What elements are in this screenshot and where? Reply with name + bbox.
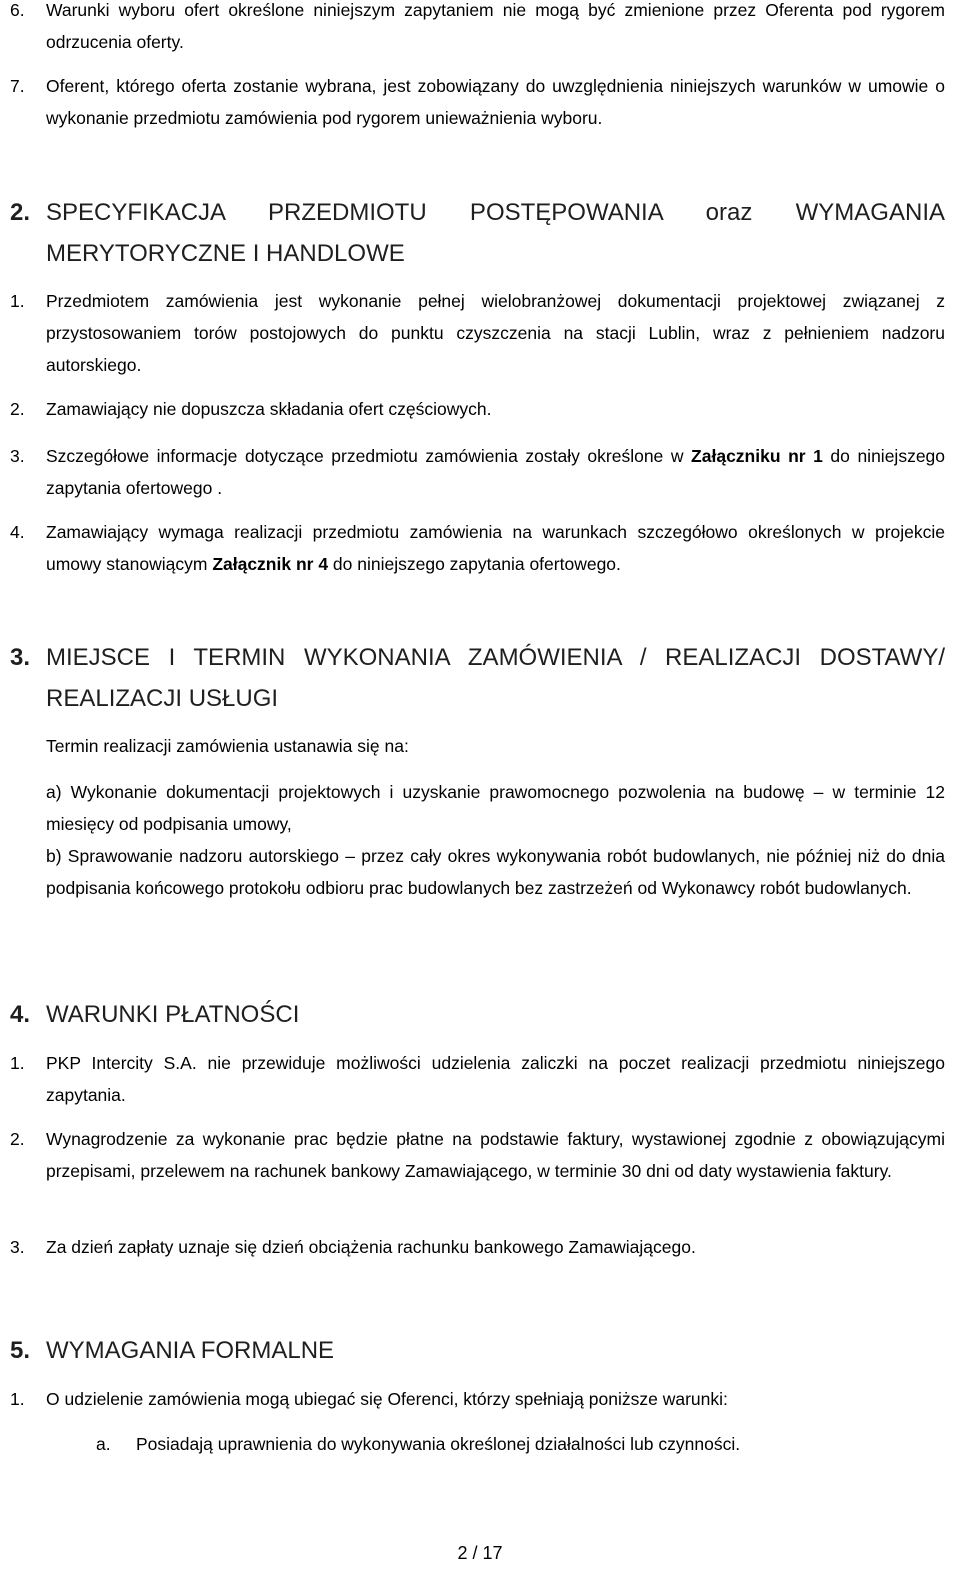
item-text: O udzielenie zamówienia mogą ubiegać się Oferenci, którzy spełniają poniższe warunki: xyxy=(46,1389,728,1409)
item-number: a. xyxy=(96,1434,111,1454)
attachment-reference: Załącznik nr 4 xyxy=(212,554,329,574)
item-text: Za dzień zapłaty uznaje się dzień obciążenia rachunku bankowego Zamawiającego. xyxy=(46,1237,696,1257)
section-number: 4. xyxy=(10,1001,31,1028)
item-number: 3. xyxy=(10,1237,25,1257)
item-text: Warunki wyboru ofert określone niniejszym zapytaniem nie mogą być zmienione przez Oferenta pod rygorem odrzucenia oferty. xyxy=(46,0,945,52)
item-number: 1. xyxy=(10,1053,25,1073)
paragraph: b) Sprawowanie nadzoru autorskiego – przez cały okres wykonywania robót budowlanych, nie później niż do dnia podpisania końcowego protokołu odbioru prac budowlanych bez zastrzeżeń od Wykonawcy robót budowlanych. xyxy=(46,846,945,898)
item-text: Zamawiający wymaga realizacji przedmiotu zamówienia na warunkach szczegółowo określonych w projekcie umowy stanowiącym Załącznik nr 4 do niniejszego zapytania ofertowego. xyxy=(46,522,945,574)
section-number: 2. xyxy=(10,199,31,226)
section-number: 5. xyxy=(10,1337,31,1364)
section-title: WYMAGANIA FORMALNE xyxy=(46,1337,335,1364)
item-text: Posiadają uprawnienia do wykonywania określonej działalności lub czynności. xyxy=(136,1434,741,1454)
paragraph: Termin realizacji zamówienia ustanawia się na: xyxy=(46,736,409,756)
item-number: 4. xyxy=(10,522,25,542)
list-item xyxy=(0,70,945,134)
item-number: 1. xyxy=(10,291,25,311)
item-number: 3. xyxy=(10,446,25,466)
section-title: SPECYFIKACJA PRZEDMIOTU POSTĘPOWANIA oraz WYMAGANIA MERYTORYCZNE I HANDLOWE xyxy=(46,199,945,267)
item-text: Oferent, którego oferta zostanie wybrana, jest zobowiązany do uwzględnienia niniejszych warunków w umowie o wykonanie przedmiotu zamówienia pod rygorem unieważnienia wyboru. xyxy=(46,76,945,128)
item-number: 2. xyxy=(10,399,25,419)
section-title: WARUNKI PŁATNOŚCI xyxy=(46,1001,300,1028)
item-number: 6. xyxy=(10,0,25,20)
item-text: Zamawiający nie dopuszcza składania ofert częściowych. xyxy=(46,399,492,419)
item-number: 1. xyxy=(10,1389,25,1409)
section-title: MIEJSCE I TERMIN WYKONANIA ZAMÓWIENIA / REALIZACJI DOSTAWY/ REALIZACJI USŁUGI xyxy=(46,644,945,712)
page-number: 2 / 17 xyxy=(457,1543,503,1563)
item-text: PKP Intercity S.A. nie przewiduje możliwości udzielenia zaliczki na poczet realizacji przedmiotu niniejszego zapytania. xyxy=(46,1053,945,1105)
item-number: 7. xyxy=(10,76,25,96)
section-number: 3. xyxy=(10,644,31,671)
attachment-reference: Załączniku nr 1 xyxy=(691,446,823,466)
item-number: 2. xyxy=(10,1129,25,1149)
item-text: Wynagrodzenie za wykonanie prac będzie płatne na podstawie faktury, wystawionej zgodnie z obowiązującymi przepisami, przelewem na rachunek bankowy Zamawiającego, w terminie 30 dni od daty wystawienia faktury. xyxy=(46,1129,945,1181)
item-text: Szczegółowe informacje dotyczące przedmiotu zamówienia zostały określone w Załączniku nr 1 do niniejszego zapytania ofertowego . xyxy=(46,446,946,498)
list-item xyxy=(0,0,945,58)
paragraph: a) Wykonanie dokumentacji projektowych i uzyskanie prawomocnego pozwolenia na budowę – w terminie 12 miesięcy od podpisania umowy, xyxy=(46,782,945,834)
item-text: Przedmiotem zamówienia jest wykonanie pełnej wielobranżowej dokumentacji projektowej związanej z przystosowaniem torów postojowych do punktu czyszczenia na stacji Lublin, wraz z pełnieniem nadzoru autorskiego. xyxy=(46,291,945,375)
